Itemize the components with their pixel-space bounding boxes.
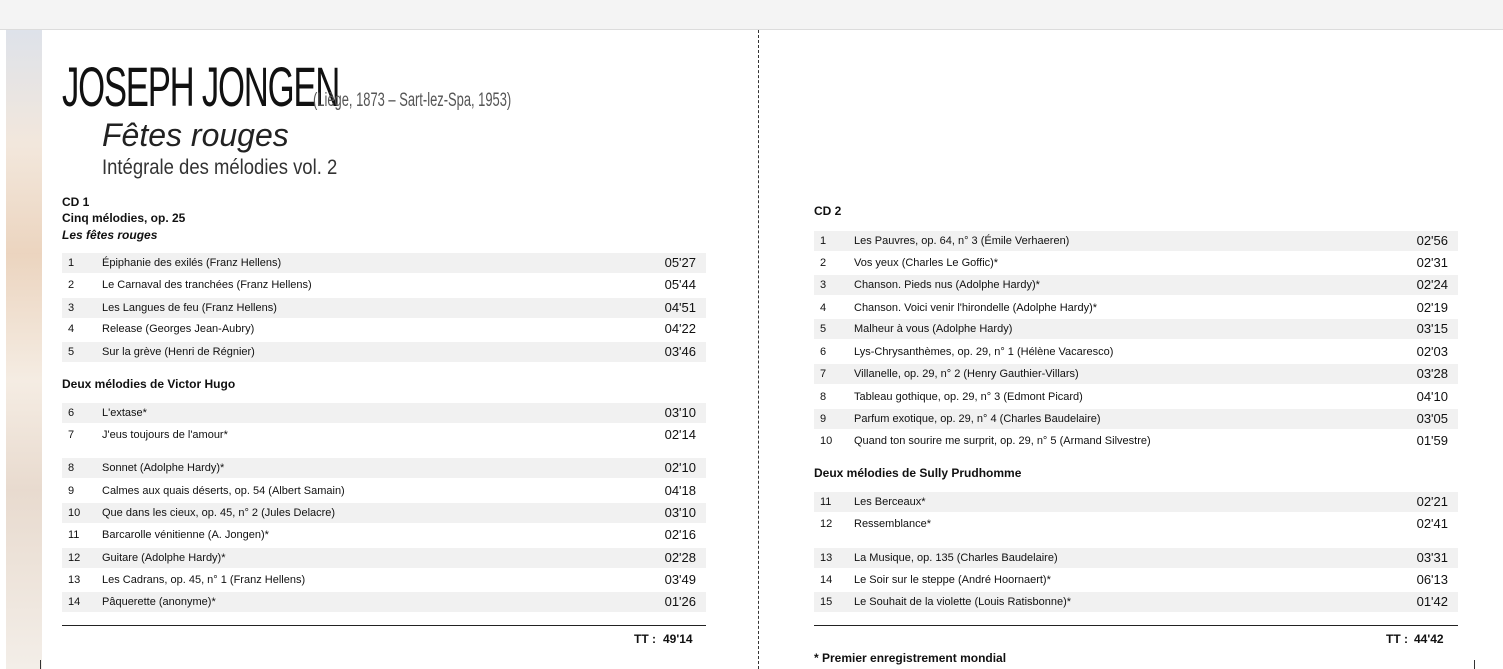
cd1-total-rule	[62, 625, 706, 626]
track-duration: 04'10	[1416, 389, 1448, 404]
track-duration: 02'10	[664, 460, 696, 475]
track-row	[62, 342, 706, 362]
track-duration: 03'49	[664, 572, 696, 587]
track-number: 15	[820, 596, 833, 608]
track-row	[814, 342, 1458, 362]
track-number: 1	[68, 257, 75, 269]
track-duration: 03'10	[664, 405, 696, 420]
track-number: 10	[68, 507, 81, 519]
crop-mark-left	[40, 660, 41, 669]
track-number: 11	[68, 529, 80, 541]
cd2-tt-value: 44'42	[1414, 632, 1444, 646]
track-title: Barcarolle vénitienne (A. Jongen)*	[102, 529, 269, 541]
track-title: Malheur à vous (Adolphe Hardy)	[854, 323, 1013, 335]
track-number: 6	[820, 346, 827, 358]
track-number: 4	[820, 302, 827, 314]
cd1-group1-title: Cinq mélodies, op. 25	[62, 211, 186, 225]
composer-name: JOSEPH JONGEN	[62, 55, 340, 118]
track-number: 12	[820, 518, 833, 530]
track-row	[814, 387, 1458, 407]
track-number: 13	[68, 574, 81, 586]
track-title: La Musique, op. 135 (Charles Baudelaire)	[854, 552, 1058, 564]
track-duration: 02'16	[664, 527, 696, 542]
cd2-label: CD 2	[814, 204, 842, 218]
track-row	[62, 275, 706, 295]
track-duration: 03'05	[1416, 411, 1448, 426]
track-row	[62, 298, 706, 318]
track-title: Les Berceaux*	[854, 496, 926, 508]
footnote: * Premier enregistrement mondial	[814, 651, 1007, 665]
track-duration: 05'27	[664, 255, 696, 270]
track-number: 9	[820, 413, 827, 425]
track-number: 5	[820, 323, 827, 335]
track-row	[62, 481, 706, 501]
track-title: Les Pauvres, op. 64, n° 3 (Émile Verhaeren)	[854, 235, 1070, 247]
track-number: 4	[68, 323, 75, 335]
track-number: 5	[68, 346, 75, 358]
track-title: Sonnet (Adolphe Hardy)*	[102, 462, 225, 474]
track-row	[62, 548, 706, 568]
track-duration: 01'26	[664, 594, 696, 609]
track-duration: 02'14	[664, 427, 696, 442]
track-row	[814, 319, 1458, 339]
track-number: 12	[68, 552, 81, 564]
track-row	[814, 431, 1458, 451]
track-title: Tableau gothique, op. 29, n° 3 (Edmont Picard)	[854, 391, 1083, 403]
track-duration: 03'31	[1416, 550, 1448, 565]
track-number: 10	[820, 435, 833, 447]
track-number: 13	[820, 552, 833, 564]
fold-line	[758, 30, 759, 669]
track-duration: 06'13	[1416, 572, 1448, 587]
cd1-group2-title: Deux mélodies de Victor Hugo	[62, 377, 236, 391]
track-duration: 03'28	[1416, 366, 1448, 381]
track-row	[814, 570, 1458, 590]
track-number: 14	[68, 596, 81, 608]
track-row	[814, 298, 1458, 318]
track-row	[62, 253, 706, 273]
track-title: Calmes aux quais déserts, op. 54 (Albert Samain)	[102, 485, 345, 497]
track-duration: 04'51	[664, 300, 696, 315]
track-title: L'extase*	[102, 407, 147, 419]
track-duration: 02'28	[664, 550, 696, 565]
track-duration: 04'22	[664, 321, 696, 336]
track-duration: 02'24	[1416, 277, 1448, 292]
track-title: Villanelle, op. 29, n° 2 (Henry Gauthier-Villars)	[854, 368, 1079, 380]
track-duration: 02'41	[1416, 516, 1448, 531]
track-number: 8	[820, 391, 827, 403]
track-title: Parfum exotique, op. 29, n° 4 (Charles Baudelaire)	[854, 413, 1101, 425]
track-title: Sur la grève (Henri de Régnier)	[102, 346, 255, 358]
track-number: 7	[68, 429, 75, 441]
track-row	[814, 409, 1458, 429]
track-duration: 02'31	[1416, 255, 1448, 270]
composer-dates: (Liège, 1873 – Sart-lez-Spa, 1953)	[313, 90, 512, 111]
track-title: Les Cadrans, op. 45, n° 1 (Franz Hellens)	[102, 574, 306, 586]
track-number: 3	[820, 279, 827, 291]
track-number: 1	[820, 235, 827, 247]
track-number: 9	[68, 485, 75, 497]
track-number: 2	[820, 257, 827, 269]
track-duration: 01'59	[1416, 433, 1448, 448]
track-row	[62, 425, 706, 445]
track-title: Épiphanie des exilés (Franz Hellens)	[102, 257, 282, 269]
viewer-toolbar	[0, 0, 1503, 30]
track-title: Lys-Chrysanthèmes, op. 29, n° 1 (Hélène Vacaresco)	[854, 346, 1114, 358]
track-title: Le Soir sur le steppe (André Hoornaert)*	[854, 574, 1051, 586]
track-row	[814, 253, 1458, 273]
track-number: 6	[68, 407, 75, 419]
cd1-tt-label: TT :	[634, 632, 656, 646]
track-title: Guitare (Adolphe Hardy)*	[102, 552, 226, 564]
track-title: Release (Georges Jean-Aubry)	[102, 323, 255, 335]
track-duration: 02'21	[1416, 494, 1448, 509]
cover-art-strip	[6, 30, 42, 669]
track-number: 11	[820, 496, 832, 508]
track-title: Chanson. Pieds nus (Adolphe Hardy)*	[854, 279, 1040, 291]
album-title: Fêtes rouges	[102, 117, 289, 153]
track-row	[62, 458, 706, 478]
cd1-tt-value: 49'14	[663, 632, 693, 646]
cd2-group-title: Deux mélodies de Sully Prudhomme	[814, 466, 1022, 480]
track-title: Quand ton sourire me surprit, op. 29, n° 5 (Armand Silvestre)	[854, 435, 1151, 447]
track-number: 2	[68, 279, 75, 291]
cd1-group1-subtitle: Les fêtes rouges	[62, 228, 158, 242]
track-duration: 01'42	[1416, 594, 1448, 609]
track-title: Que dans les cieux, op. 45, n° 2 (Jules Delacre)	[102, 507, 336, 519]
track-duration: 05'44	[664, 277, 696, 292]
track-row	[62, 403, 706, 423]
track-row	[814, 514, 1458, 534]
track-duration: 03'15	[1416, 321, 1448, 336]
track-title: Chanson. Voici venir l'hirondelle (Adolphe Hardy)*	[854, 302, 1098, 314]
track-title: Vos yeux (Charles Le Goffic)*	[854, 257, 999, 269]
track-duration: 03'10	[664, 505, 696, 520]
track-row	[814, 548, 1458, 568]
track-row	[814, 592, 1458, 612]
cd1-label: CD 1	[62, 195, 90, 209]
track-duration: 02'03	[1416, 344, 1448, 359]
track-duration: 02'56	[1416, 233, 1448, 248]
track-number: 14	[820, 574, 833, 586]
track-title: Les Langues de feu (Franz Hellens)	[102, 302, 277, 314]
track-title: Pâquerette (anonyme)*	[102, 596, 216, 608]
track-row	[814, 492, 1458, 512]
track-row	[62, 319, 706, 339]
track-duration: 04'18	[664, 483, 696, 498]
track-title: J'eus toujours de l'amour*	[102, 429, 228, 441]
track-duration: 02'19	[1416, 300, 1448, 315]
track-row	[62, 592, 706, 612]
track-title: Le Carnaval des tranchées (Franz Hellens)	[102, 279, 312, 291]
track-row	[814, 275, 1458, 295]
track-title: Le Souhait de la violette (Louis Ratisbonne)*	[854, 596, 1072, 608]
cd2-total-rule	[814, 625, 1458, 626]
track-number: 8	[68, 462, 75, 474]
cd2-tt-label: TT :	[1386, 632, 1408, 646]
track-duration: 03'46	[664, 344, 696, 359]
track-row	[62, 503, 706, 523]
track-number: 3	[68, 302, 75, 314]
track-row	[62, 525, 706, 545]
track-row	[814, 231, 1458, 251]
crop-mark-right	[1474, 660, 1475, 669]
track-row	[62, 570, 706, 590]
track-row	[814, 364, 1458, 384]
album-subtitle: Intégrale des mélodies vol. 2	[102, 156, 338, 179]
track-number: 7	[820, 368, 827, 380]
track-title: Ressemblance*	[854, 518, 932, 530]
